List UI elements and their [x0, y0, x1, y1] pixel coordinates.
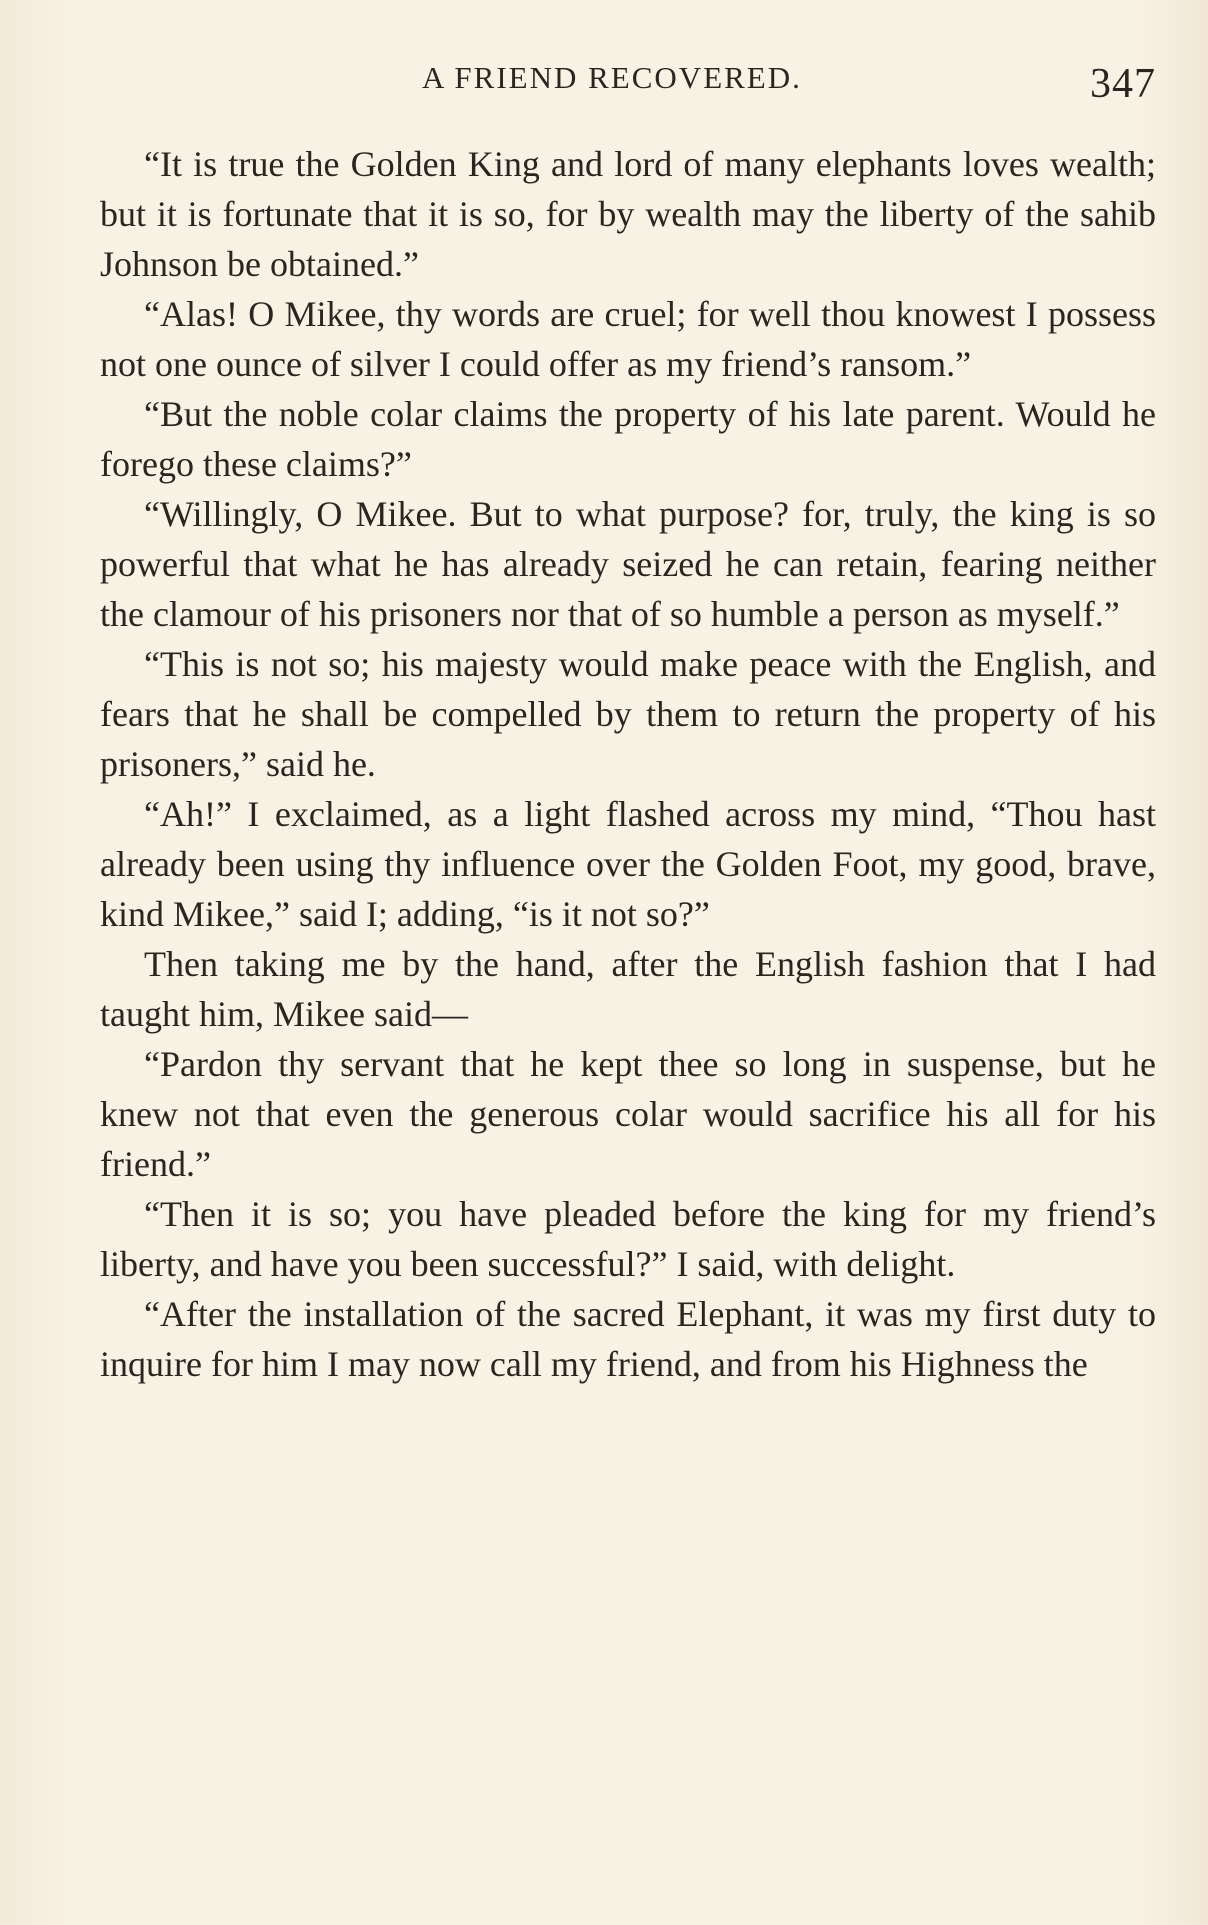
- paragraph: “But the noble colar claims the property of his late parent. Would he forego these claims?”: [100, 394, 1156, 484]
- page-number: 347: [1090, 61, 1156, 107]
- paragraph: “Pardon thy servant that he kept thee so long in suspense, but he knew not that even the generous colar would sacrifice his all for his friend.”: [100, 1044, 1156, 1184]
- paragraph: “After the installation of the sacred Elephant, it was my first duty to inquire for him I may now call my friend, and from his Highness the: [100, 1294, 1156, 1384]
- paragraph: “Then it is so; you have pleaded before the king for my friend’s liberty, and have you been successful?” I said, with delight.: [100, 1194, 1156, 1284]
- paragraph: “Alas! O Mikee, thy words are cruel; for well thou knowest I possess not one ounce of silver I could offer as my friend’s ransom.”: [100, 294, 1156, 384]
- body-text: [100, 139, 1156, 1389]
- paragraph: “Willingly, O Mikee. But to what purpose? for, truly, the king is so powerful that what he has already seized he can retain, fearing neither the clamour of his prisoners nor that of so humble a person as myself.”: [100, 494, 1156, 634]
- paragraph: “This is not so; his majesty would make peace with the English, and fears that he shall be compelled by them to return the property of his prisoners,” said he.: [100, 644, 1156, 784]
- running-head: [100, 52, 1156, 122]
- paragraph: “It is true the Golden King and lord of many elephants loves wealth; but it is fortunate that it is so, for by wealth may the liberty of the sahib Johnson be obtained.”: [100, 144, 1156, 284]
- running-title: A FRIEND RECOVERED.: [422, 60, 802, 95]
- paragraph: “Ah!” I exclaimed, as a light flashed across my mind, “Thou hast already been using thy influence over the Golden Foot, my good, brave, kind Mikee,” said I; adding, “is it not so?”: [100, 794, 1156, 934]
- paragraph: Then taking me by the hand, after the English fashion that I had taught him, Mikee said—: [100, 944, 1156, 1034]
